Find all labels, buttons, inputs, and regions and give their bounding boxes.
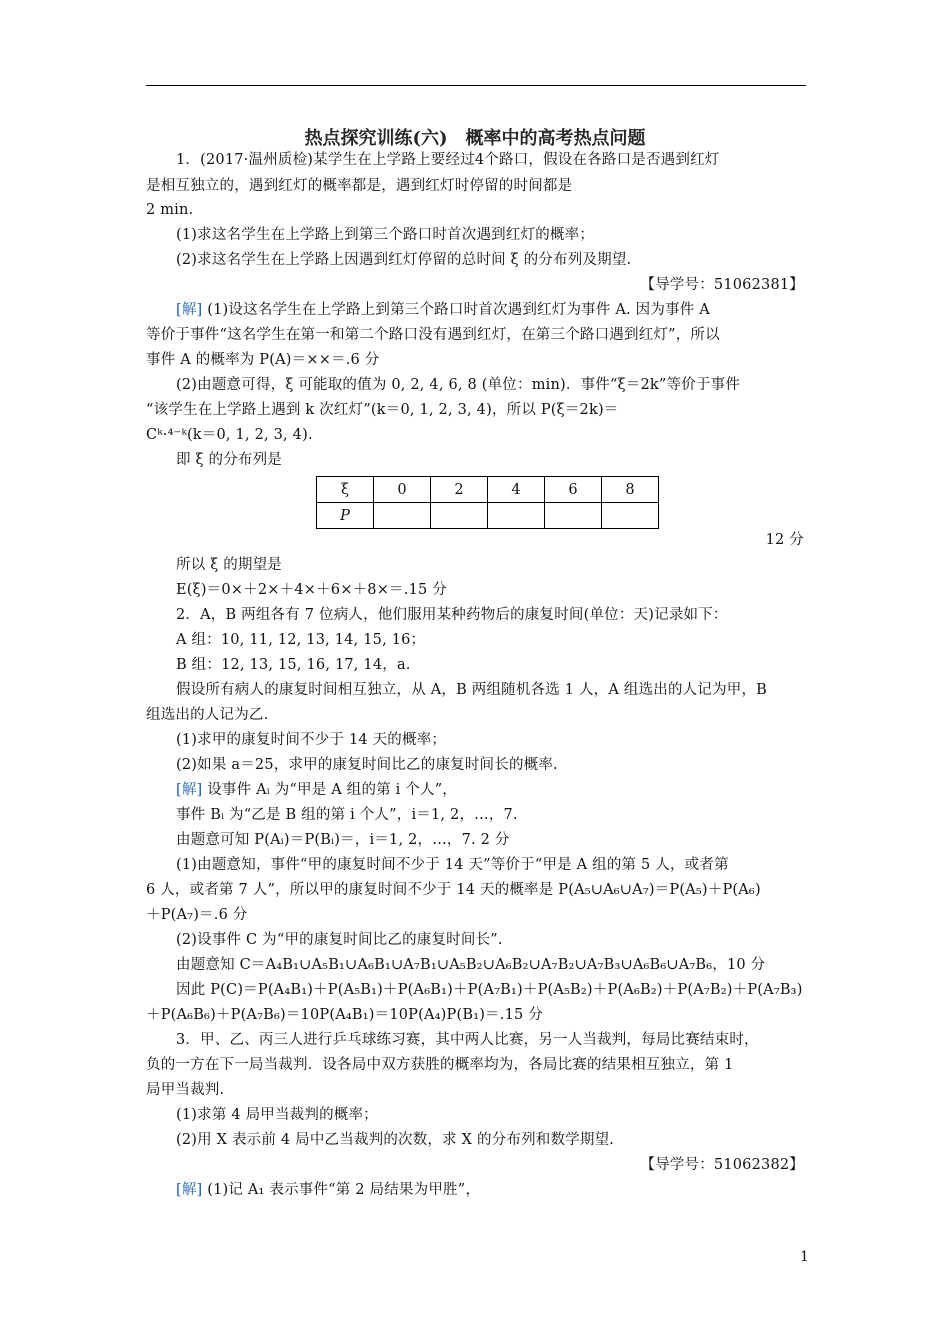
a1-line-1-text: (1)设这名学生在上学路上到第三个路口时首次遇到红灯为事件 A. 因为事件 A [202,302,710,318]
solution-marker: [解] [176,782,203,798]
a2-line-6: ＋P(A₇)＝.6 分 [146,907,248,923]
a2-line-1 [176,780,457,800]
q2-line-3: B 组：12, 13, 15, 16, 17, 14，a. [176,657,411,673]
q3-guide-code: 【导学号：51062382】 [640,1157,804,1173]
a2-line-8: 由题意知 C＝A₄B₁∪A₅B₁∪A₆B₁∪A₇B₁∪A₅B₂∪A₆B₂∪A₇B₂∪A₇B₃∪A₆B₆∪A₇B₆，10 分 [176,957,766,973]
q3-sub-1: (1)求第 4 局甲当裁判的概率； [176,1107,378,1123]
table-cell: 0 [374,477,431,503]
table-cell: P [317,503,374,529]
q1-line-2: 是相互独立的，遇到红灯的概率都是，遇到红灯时停留的时间都是 [146,178,573,194]
q3-line-2: 负的一方在下一局当裁判．设各局中双方获胜的概率均为，各局比赛的结果相互独立，第 1 [146,1057,734,1073]
solution-marker: [解] [176,302,203,318]
a1-line-7: 即 ξ 的分布列是 [176,452,283,468]
a1-line-5: “该学生在上学路上遇到 k 次红灯”(k＝0, 1, 2, 3, 4)，所以 P(ξ＝2k)＝ [146,402,619,418]
a3-line-1-text: (1)记 A₁ 表示事件“第 2 局结果为甲胜”， [202,1182,481,1198]
q1-line-3: 2 min. [146,202,194,218]
a2-line-2: 事件 Bᵢ 为“乙是 B 组的第 i 个人”，i＝1, 2，…，7. [176,807,518,823]
q3-line-1: 3．甲、乙、丙三人进行乒乓球练习赛，其中两人比赛，另一人当裁判，每局比赛结束时， [176,1032,759,1048]
a2-line-5: 6 人，或者第 7 人”，所以甲的康复时间不少于 14 天的概率是 P(A₅∪A₆∪A₇)＝P(A₅)＋P(A₆) [146,882,761,898]
q1-line-1: 1．(2017·温州质检)某学生在上学路上要经过4个路口，假设在各路口是否遇到红灯 [176,152,720,168]
a1-line-6: Cᵏ·⁴⁻ᵏ(k＝0, 1, 2, 3, 4). [146,427,313,443]
table-cell: 6 [545,477,602,503]
a1-line-8: 所以 ξ 的期望是 [176,557,283,573]
q2-sub-1: (1)求甲的康复时间不少于 14 天的概率； [176,732,447,748]
a2-line-1-text: 设事件 Aᵢ 为“甲是 A 组的第 i 个人”， [202,782,458,798]
table-cell: ξ [317,477,374,503]
q3-line-3: 局甲当裁判. [146,1082,225,1098]
a1-line-2: 等价于事件“这名学生在第一和第二个路口没有遇到红灯，在第三个路口遇到红灯”，所以 [146,327,720,343]
a1-line-9: E(ξ)＝0×＋2×＋4×＋6×＋8×＝.15 分 [176,582,447,598]
q2-sub-2: (2)如果 a＝25，求甲的康复时间比乙的康复时间长的概率. [176,757,558,773]
q2-line-1: 2．A，B 两组各有 7 位病人，他们服用某种药物后的康复时间(单位：天)记录如下： [176,607,728,623]
table-cell [545,503,602,529]
q1-guide-code: 【导学号：51062381】 [640,277,804,293]
q3-sub-2: (2)用 X 表示前 4 局中乙当裁判的次数，求 X 的分布列和数学期望. [176,1132,615,1148]
a2-line-4: (1)由题意知，事件“甲的康复时间不少于 14 天”等价于“甲是 A 组的第 5 人，或者第 [176,857,729,873]
table-row [317,503,659,529]
table-cell [488,503,545,529]
a1-line-3: 事件 A 的概率为 P(A)＝××＝.6 分 [146,352,380,368]
page-number: 1 [800,1249,809,1265]
a2-line-9: 因此 P(C)＝P(A₄B₁)＋P(A₅B₁)＋P(A₆B₁)＋P(A₇B₁)＋P(A₅B₂)＋P(A₆B₂)＋P(A₇B₂)＋P(A₇B₃) [176,982,803,998]
a1-line-4: (2)由题意可得，ξ 可能取的值为 0, 2, 4, 6, 8 (单位：min)．事件“ξ＝2k”等价于事件 [176,377,741,393]
distribution-table [316,476,659,529]
table-cell [374,503,431,529]
a3-line-1 [176,1180,480,1200]
a2-line-3: 由题意可知 P(Aᵢ)＝P(Bᵢ)＝，i＝1, 2，…，7. 2 分 [176,832,510,848]
table-cell: 4 [488,477,545,503]
q2-line-2: A 组：10, 11, 12, 13, 14, 15, 16； [176,632,426,648]
table-cell [431,503,488,529]
q2-line-5: 组选出的人记为乙. [146,707,269,723]
q1-sub-2: (2)求这名学生在上学路上因遇到红灯停留的总时间 ξ 的分布列及期望. [176,252,632,268]
q1-sub-1: (1)求这名学生在上学路上到第三个路口时首次遇到红灯的概率； [176,227,595,243]
a1-score-12: 12 分 [765,532,804,548]
table-cell [602,503,659,529]
page-title: 热点探究训练(六) 概率中的高考热点问题 [304,128,646,149]
q2-line-4: 假设所有病人的康复时间相互独立，从 A，B 两组随机各选 1 人，A 组选出的人记为甲，B [176,682,768,698]
table-row [317,477,659,503]
a2-line-7: (2)设事件 C 为“甲的康复时间比乙的康复时间长”. [176,932,503,948]
table-cell: 8 [602,477,659,503]
solution-marker: [解] [176,1182,203,1198]
a1-line-1 [176,300,710,320]
header-rule [146,85,806,86]
table-cell: 2 [431,477,488,503]
a2-line-10: ＋P(A₆B₆)＋P(A₇B₆)＝10P(A₄B₁)＝10P(A₄)P(B₁)＝.15 分 [146,1007,543,1023]
